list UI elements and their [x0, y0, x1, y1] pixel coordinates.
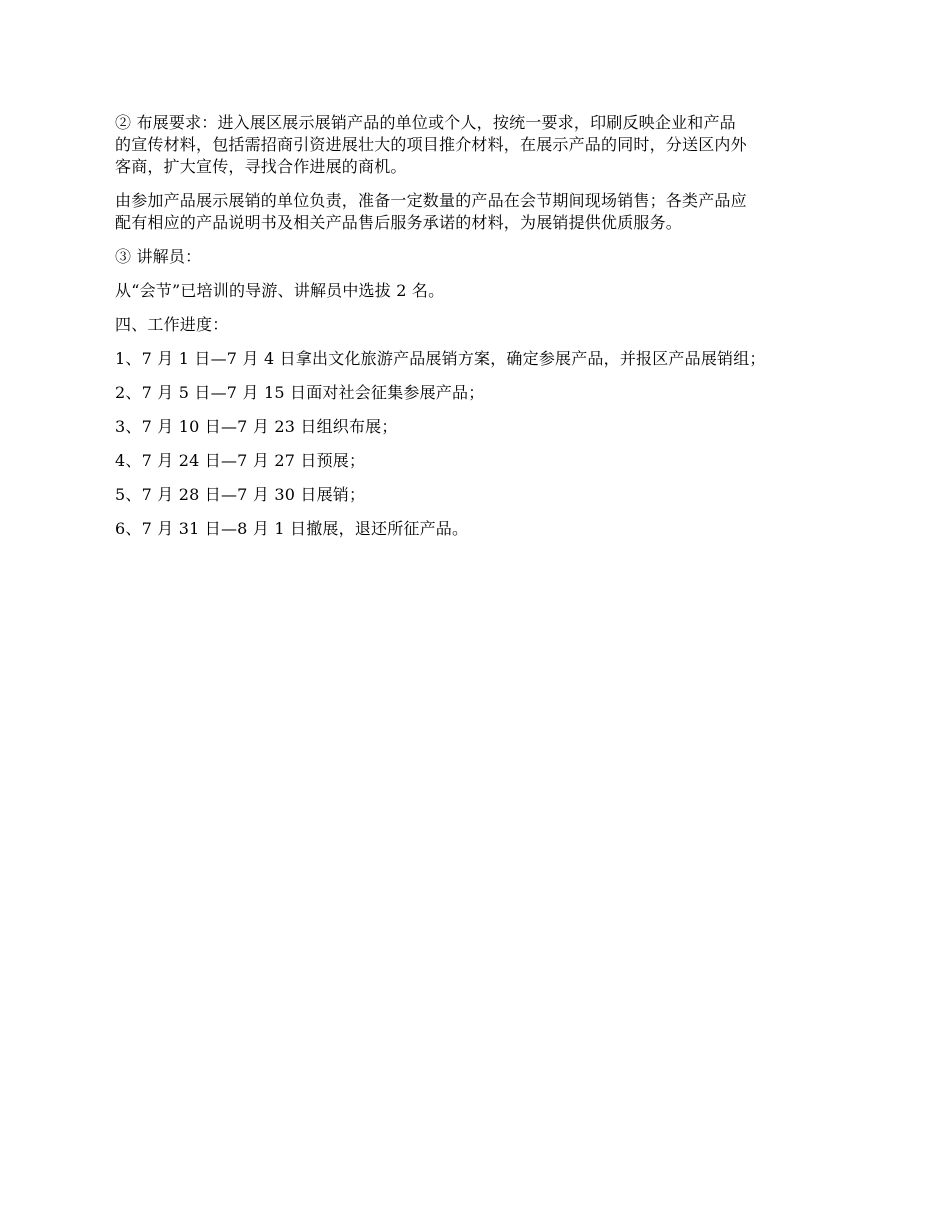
text-line: 从“会节”已培训的导游、讲解员中选拔 2 名。 [115, 281, 445, 300]
schedule-item-4 [115, 450, 845, 472]
schedule-item-3 [115, 416, 845, 438]
text-line: 1、7 月 1 日—7 月 4 日拿出文化旅游产品展销方案，确定参展产品，并报区产品展销组； [115, 349, 766, 368]
text-line: 6、7 月 31 日—8 月 1 日撤展，退还所征产品。 [115, 519, 469, 538]
text-line: 5、7 月 28 日—7 月 30 日展销； [115, 485, 366, 504]
schedule-item-6 [115, 518, 845, 540]
section-heading-schedule [115, 314, 845, 336]
text-line: ② 布展要求：进入展区展示展销产品的单位或个人，按统一要求，印刷反映企业和产品 [115, 113, 736, 132]
paragraph-guides-selection [115, 280, 845, 302]
paragraph-layout-requirements [115, 112, 845, 178]
text-line: 3、7 月 10 日—7 月 23 日组织布展； [115, 417, 398, 436]
text-line: ③ 讲解员： [115, 247, 202, 266]
paragraph-sales-responsibility [115, 190, 845, 234]
text-line: 的宣传材料，包括需招商引资进展壮大的项目推介材料，在展示产品的同时，分送区内外 [115, 135, 747, 154]
schedule-item-5 [115, 484, 845, 506]
schedule-item-2 [115, 382, 845, 404]
text-line: 4、7 月 24 日—7 月 27 日预展； [115, 451, 366, 470]
document-page [115, 112, 845, 552]
schedule-item-1 [115, 348, 845, 370]
text-line: 2、7 月 5 日—7 月 15 日面对社会征集参展产品； [115, 383, 485, 402]
text-line: 配有相应的产品说明书及相关产品售后服务承诺的材料，为展销提供优质服务。 [115, 213, 683, 232]
text-line: 四、工作进度： [115, 315, 229, 334]
paragraph-guides-heading [115, 246, 845, 268]
text-line: 由参加产品展示展销的单位负责，准备一定数量的产品在会节期间现场销售；各类产品应 [115, 191, 747, 210]
text-line: 客商，扩大宣传，寻找合作进展的商机。 [115, 157, 407, 176]
